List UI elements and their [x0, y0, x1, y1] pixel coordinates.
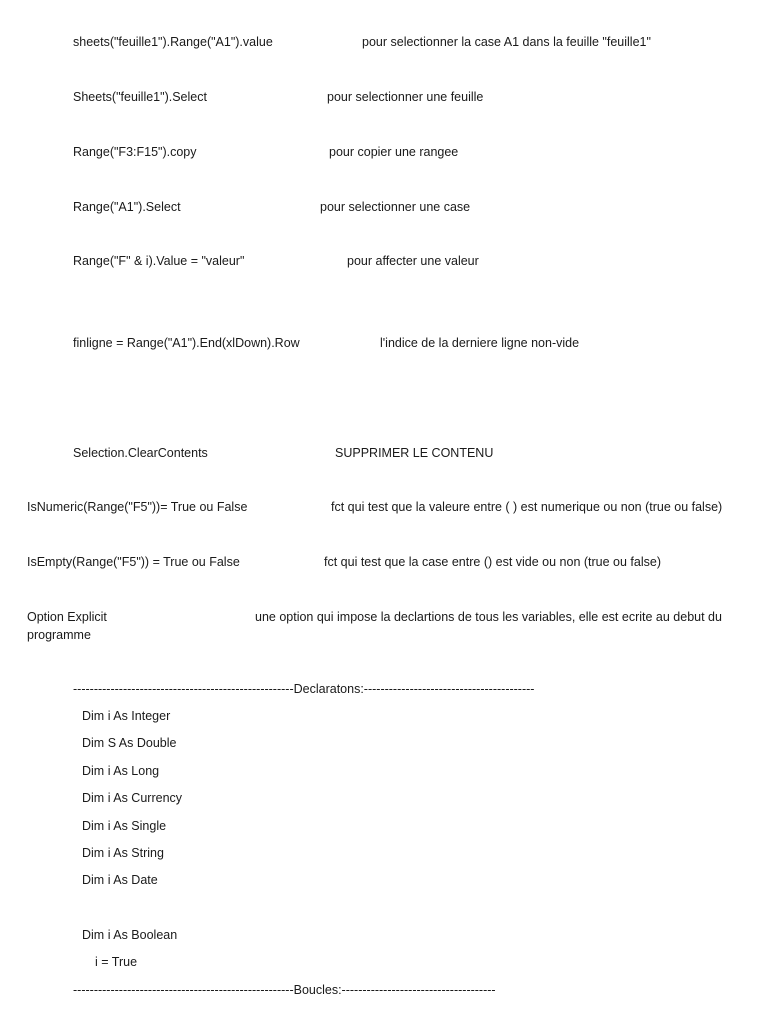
code-option-explicit: Option Explicit	[27, 610, 107, 624]
declaration-item: Dim i As String	[82, 846, 164, 860]
code-range-copy: Range("F3:F15").copy	[73, 145, 197, 159]
code-sheets-select: Sheets("feuille1").Select	[73, 90, 207, 104]
desc-option-explicit: une option qui impose la declartions de tous les variables, elle est ecrite au debut du	[255, 610, 722, 624]
desc-isempty: fct qui test que la case entre () est vide ou non (true ou false)	[324, 555, 661, 569]
declaration-item: Dim i As Integer	[82, 709, 171, 723]
code-clear-contents: Selection.ClearContents	[73, 446, 208, 460]
code-finligne: finligne = Range("A1").End(xlDown).Row	[73, 336, 300, 350]
code-sheets-range-value: sheets("feuille1").Range("A1").value	[73, 35, 273, 49]
code-range-select: Range("A1").Select	[73, 200, 181, 214]
desc-select-cell-in-sheet: pour selectionner la case A1 dans la feuille "feuille1"	[362, 35, 651, 49]
code-isempty: IsEmpty(Range("F5")) = True ou False	[27, 555, 240, 569]
desc-delete-content: SUPPRIMER LE CONTENU	[335, 446, 494, 460]
desc-select-cell: pour selectionner une case	[320, 200, 471, 214]
declaration-item: Dim S As Double	[82, 736, 177, 750]
declaration-item: Dim i As Long	[82, 764, 160, 778]
desc-select-sheet: pour selectionner une feuille	[327, 90, 484, 104]
option-explicit-block	[27, 608, 747, 644]
declaration-item: Dim i As Single	[82, 819, 167, 833]
boolean-assignment: i = True	[95, 955, 138, 969]
declarations-header: -----------------------------------------------------Declaratons:-----------------------------------------	[73, 682, 535, 696]
declaration-boolean: Dim i As Boolean	[82, 928, 178, 942]
boucles-header: -----------------------------------------------------Boucles:-------------------------------------	[73, 983, 496, 997]
desc-option-explicit-continuation: programme	[27, 628, 91, 642]
desc-last-row-index: l'indice de la derniere ligne non-vide	[380, 336, 580, 350]
declaration-item: Dim i As Currency	[82, 791, 183, 805]
code-isnumeric: IsNumeric(Range("F5"))= True ou False	[27, 500, 248, 514]
desc-assign-value: pour affecter une valeur	[347, 254, 479, 268]
desc-isnumeric: fct qui test que la valeure entre ( ) est numerique ou non (true ou false)	[331, 500, 723, 514]
declaration-item: Dim i As Date	[82, 873, 158, 887]
desc-copy-range: pour copier une rangee	[329, 145, 459, 159]
code-range-value-assign: Range("F" & i).Value = "valeur"	[73, 254, 245, 268]
